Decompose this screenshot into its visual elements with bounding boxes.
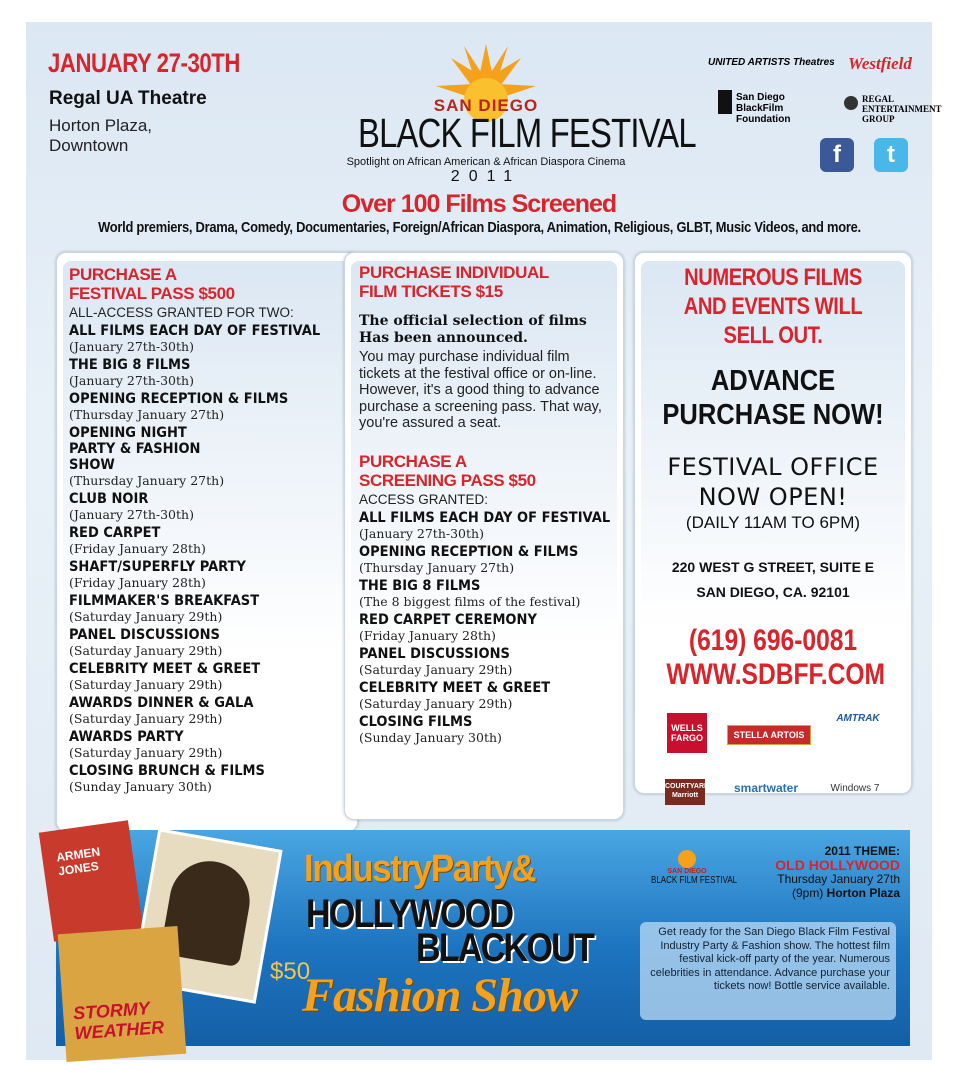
list-item-date: (January 27th-30th) — [69, 507, 194, 522]
individual-tickets-body: You may purchase individual film tickets at the festival office or on-line. However, it's a good thing to advance purchase a screening pass. That way, you're assured a seat. — [359, 349, 602, 431]
list-item-date: (January 27th-30th) — [69, 339, 194, 354]
blackfilm-foundation-logo: San Diego BlackFilm Foundation — [736, 92, 791, 125]
festival-pass-list — [69, 323, 349, 794]
wells-fargo-logo: WELLS FARGO — [667, 713, 707, 753]
list-item-title: THE BIG 8 FILMS — [69, 357, 191, 373]
festival-pass-panel — [56, 252, 358, 832]
office-hours: (DAILY 11AM TO 6PM) — [685, 513, 861, 532]
list-item-date: (Friday January 28th) — [69, 575, 206, 590]
list-item-title: CLOSING FILMS — [359, 713, 473, 730]
list-item-title: ALL FILMS EACH DAY OF FESTIVAL — [69, 323, 321, 339]
small-logo-line2: BLACK FILM FESTIVAL — [651, 875, 738, 886]
list-item-date: (The 8 biggest films of the festival) — [359, 593, 581, 609]
logo-year: 2011 — [450, 168, 522, 185]
list-item-title: FILMMAKER'S BREAKFAST — [69, 593, 260, 609]
festival-logo — [326, 36, 696, 204]
list-item-date: (January 27th-30th) — [359, 525, 484, 541]
logo-line1: SAN DIEGO — [433, 96, 539, 115]
address-line1: 220 WEST G STREET, SUITE E — [671, 559, 875, 575]
poster-stormy-weather — [58, 926, 187, 1062]
hollywood-title: HOLLYWOOD — [306, 892, 513, 936]
festival-pass-subtitle: ALL-ACCESS GRANTED FOR TWO: — [69, 305, 294, 320]
screening-pass-list — [359, 510, 609, 745]
venue-location: Horton Plaza, Downtown — [49, 116, 152, 155]
phone-number[interactable]: (619) 696-0081 — [688, 624, 858, 657]
fashion-show-title: Fashion Show — [302, 969, 577, 1022]
small-logo-line1: SAN DIEGO — [667, 868, 707, 875]
amtrak-logo: AMTRAK — [836, 713, 880, 724]
venue-name: Regal UA Theatre — [49, 88, 207, 109]
small-festival-logo — [642, 850, 738, 886]
list-item-date: (Friday January 28th) — [359, 627, 496, 643]
list-item-date: (Thursday January 27th) — [359, 559, 515, 575]
list-item-title: CELEBRITY MEET & GREET — [69, 661, 261, 677]
list-item-date: (Sunday January 30th) — [359, 729, 502, 745]
office-open: FESTIVAL OFFICE NOW OPEN! — [667, 453, 879, 511]
list-item-title: CLOSING BRUNCH & FILMS — [69, 763, 265, 779]
festival-pass-title: PURCHASE A FESTIVAL PASS $500 — [69, 265, 235, 303]
party-price: $50 — [270, 958, 311, 985]
party-date: Thursday January 27th — [777, 872, 900, 886]
logo-line2: BLACK FILM FESTIVAL — [358, 110, 696, 156]
list-item-title: AWARDS DINNER & GALA — [69, 695, 254, 711]
list-item-date: (Saturday January 29th) — [69, 745, 223, 760]
facebook-icon[interactable]: f — [820, 138, 854, 172]
list-item-date: (Thursday January 27th) — [69, 407, 225, 422]
list-item-date: (Saturday January 29th) — [69, 643, 223, 658]
industry-party-text: IndustryParty — [304, 848, 512, 890]
genres-text: World premiers, Drama, Comedy, Documentaries, Foreign/African Diaspora, Animation, Religious, GLBT, Music Videos, and more. — [97, 219, 861, 236]
list-item-title: OPENING RECEPTION & FILMS — [359, 543, 579, 560]
windows-logo: Windows 7 — [830, 783, 880, 794]
courtyard-logo: COURTYARD Marriott — [665, 779, 705, 805]
genres-line — [26, 219, 932, 236]
list-item-date: (Saturday January 29th) — [359, 695, 513, 711]
ampersand: & — [511, 848, 536, 890]
party-description: Get ready for the San Diego Black Film Festival Industry Party & Fashion show. The hottest film festival kick-off party of the year. Numerous celebrities in attendance. Advance purchase your tickets now! Bottle service available. — [640, 922, 896, 1020]
twitter-icon[interactable]: t — [874, 138, 908, 172]
regal-icon — [844, 96, 858, 110]
list-item-date: (Saturday January 29th) — [69, 711, 223, 726]
list-item-title: SHAFT/SUPERFLY PARTY — [69, 559, 247, 575]
list-item-title: OPENING RECEPTION & FILMS — [69, 391, 289, 407]
party-time: (9pm) — [791, 886, 824, 900]
united-artists-logo: UNITED ARTISTS Theatres — [708, 57, 835, 68]
screening-pass-subtitle: ACCESS GRANTED: — [359, 491, 489, 507]
list-item-date: (Saturday January 29th) — [359, 661, 513, 677]
list-item-title: RED CARPET CEREMONY — [359, 611, 537, 628]
info-panel — [634, 252, 912, 799]
address-line2: SAN DIEGO, CA. 92101 — [696, 584, 850, 600]
party-place: Horton Plaza — [826, 886, 900, 900]
poster-title: ARMEN JONES — [55, 844, 101, 879]
list-item-date: (Saturday January 29th) — [69, 677, 223, 692]
sellout-warning: NUMEROUS FILMS AND EVENTS WILL SELL OUT. — [683, 264, 863, 349]
headline: Over 100 Films Screened — [341, 190, 617, 218]
regal-logo: REGAL ENTERTAINMENT GROUP — [862, 94, 942, 124]
list-item-date: (Friday January 28th) — [69, 541, 206, 556]
westfield-logo: Westfield — [848, 54, 912, 73]
poster-title: STORMY WEATHER — [72, 998, 165, 1044]
list-item-date: (Thursday January 27th) — [69, 473, 225, 488]
individual-tickets-title: PURCHASE INDIVIDUAL FILM TICKETS $15 — [359, 263, 549, 301]
stella-artois-logo: STELLA ARTOIS — [727, 725, 811, 745]
list-item-title: OPENING NIGHT PARTY & FASHION SHOW — [69, 425, 201, 473]
list-item-title: THE BIG 8 FILMS — [359, 577, 481, 594]
theme-label: 2011 THEME: — [824, 844, 900, 858]
blackout-title: BLACKOUT — [416, 926, 594, 970]
tickets-panel — [344, 252, 624, 820]
list-item-title: ALL FILMS EACH DAY OF FESTIVAL — [359, 509, 611, 526]
list-item-date: (Saturday January 29th) — [69, 609, 223, 624]
list-item-title: PANEL DISCUSSIONS — [359, 645, 510, 662]
advance-purchase: ADVANCE PURCHASE NOW! — [662, 365, 884, 431]
industry-party-banner — [56, 830, 910, 1046]
list-item-date: (January 27th-30th) — [69, 373, 194, 388]
flyer — [26, 22, 942, 1060]
list-item-title: CELEBRITY MEET & GREET — [359, 679, 551, 696]
logo-tagline: Spotlight on African American & African Diaspora Cinema — [346, 156, 626, 168]
list-item-date: (Sunday January 30th) — [69, 779, 212, 794]
list-item-title: CLUB NOIR — [69, 491, 149, 507]
list-item-title: RED CARPET — [69, 525, 161, 541]
list-item-title: PANEL DISCUSSIONS — [69, 627, 220, 643]
film-foundation-icon — [718, 90, 732, 114]
announcement-text: The official selection of films Has been announced. — [359, 313, 587, 346]
website-link[interactable]: WWW.SDBFF.COM — [666, 658, 886, 691]
festival-dates: JANUARY 27-30TH — [48, 48, 240, 78]
list-item-title: AWARDS PARTY — [69, 729, 184, 745]
poster-carmen-jones — [39, 820, 143, 941]
industry-party-title — [304, 848, 535, 891]
sun-icon — [678, 850, 696, 868]
party-details — [775, 844, 900, 900]
smartwater-logo: smartwater — [733, 781, 799, 795]
theme-text: OLD HOLLYWOOD — [775, 857, 900, 873]
screening-pass-title: PURCHASE A SCREENING PASS $50 — [359, 451, 536, 490]
